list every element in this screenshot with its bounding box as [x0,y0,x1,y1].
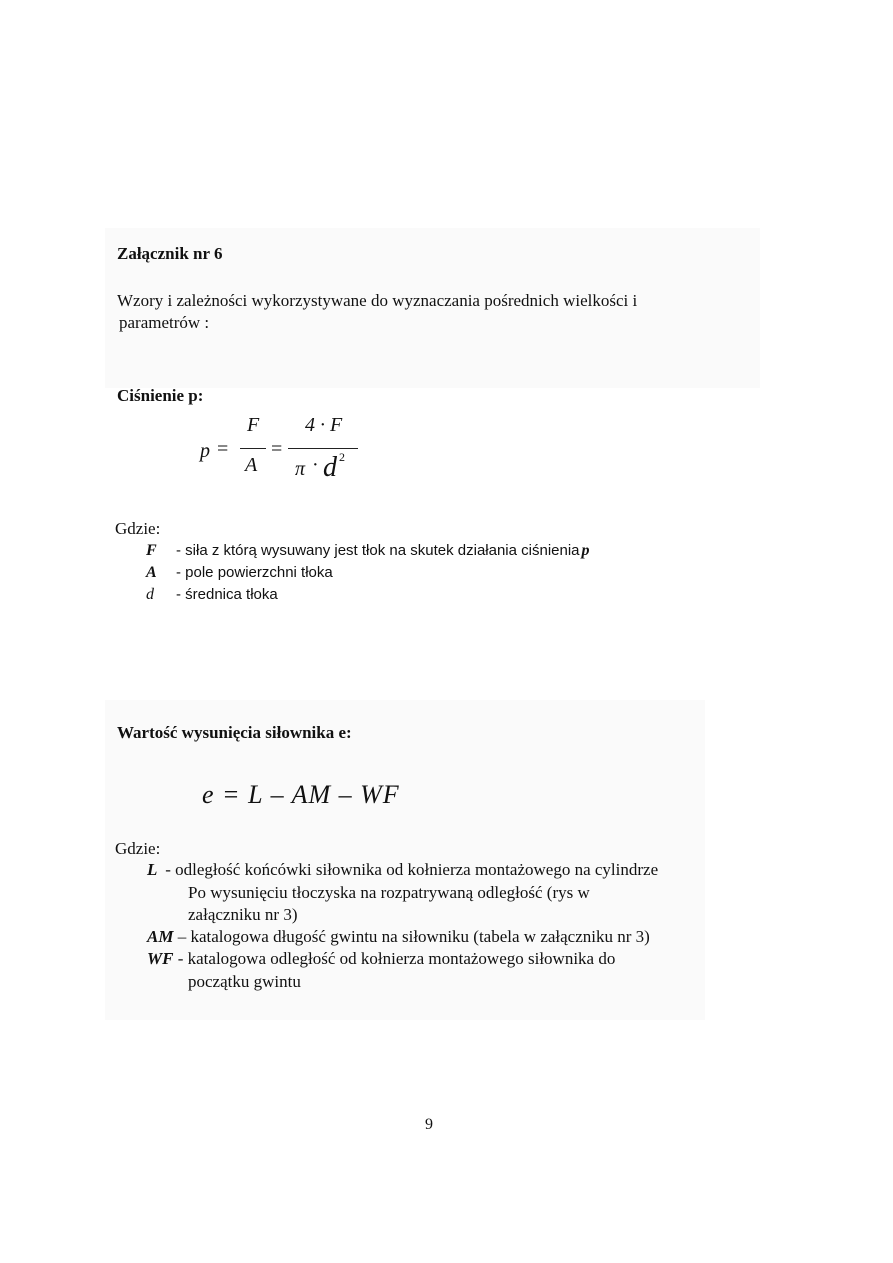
frac2-d: d [323,452,337,483]
extension-formula: e = L – AM – WF [202,780,400,809]
definition-AM [147,927,650,947]
definition-d-text: - średnica tłoka [176,586,278,603]
frac1-denominator: A [245,454,258,476]
definition-WF [147,949,615,969]
symbol-L: L [147,860,158,879]
symbol-p-tail: p [581,542,590,559]
symbol-F: F [146,542,157,559]
frac2-pi: π [295,458,306,480]
extension-heading: Wartość wysunięcia siłownika e: [117,723,352,742]
definition-d [146,586,278,604]
definition-WF-line1: - katalogowa odległość od kołnierza montażowego siłownika do [177,949,616,968]
definition-A [146,564,333,582]
definition-F-text: - siła z którą wysuwany jest tłok na skutek działania ciśnienia [176,542,580,559]
formula-eq-2: = [271,438,283,460]
where-label-2: Gdzie: [115,839,161,858]
frac1-bar [240,448,266,449]
attachment-title: Załącznik nr 6 [117,244,223,263]
intro-line-2: parametrów : [119,313,210,332]
definition-WF-line2: początku gwintu [188,972,301,991]
definition-F [146,542,590,560]
symbol-WF: WF [147,949,174,968]
frac2-exponent: 2 [339,450,345,464]
symbol-d: d [146,586,154,603]
pressure-formula [195,410,375,500]
frac2-bar [288,448,358,449]
definition-L-line1: - odległość końcówki siłownika od kołnierza montażowego na cylindrze [165,860,659,879]
intro-line-1: Wzory i zależności wykorzystywane do wyznaczania pośrednich wielkości i [117,291,638,310]
pressure-heading: Ciśnienie p: [117,386,204,405]
definition-L [147,860,658,880]
frac2-dot: · [312,454,319,476]
frac1-numerator: F [247,414,260,436]
definition-A-text: - pole powierzchni tłoka [176,564,333,581]
definition-AM-line1: – katalogowa długość gwintu na siłowniku (tabela w załączniku nr 3) [177,927,650,946]
definition-L-line3: załączniku nr 3) [188,905,298,924]
formula-eq-1: = [217,438,229,460]
symbol-AM: AM [147,927,174,946]
frac2-numerator: 4 · F [305,414,343,436]
formula-lhs-p: p [200,440,210,462]
where-label-1: Gdzie: [115,519,161,538]
symbol-A: A [146,564,157,581]
definition-L-line2: Po wysunięciu tłoczyska na rozpatrywaną odległość (rys w [188,883,590,902]
page-number: 9 [425,1116,433,1133]
